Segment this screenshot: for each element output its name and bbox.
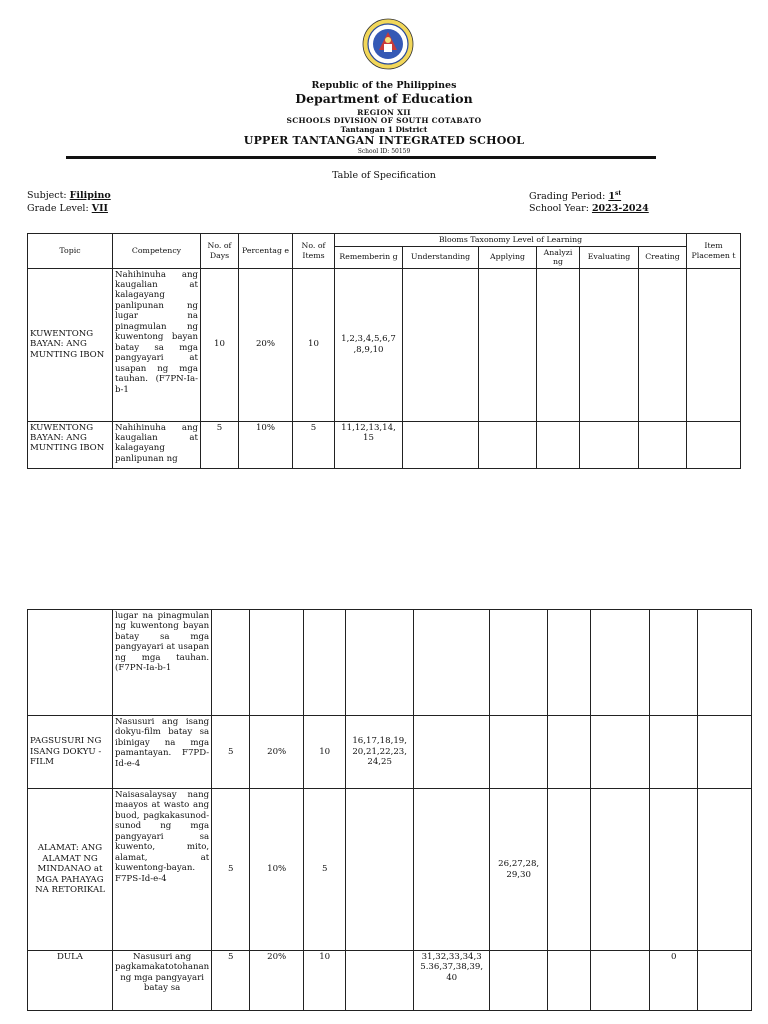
analyzing-cell xyxy=(548,789,591,951)
placement-cell xyxy=(698,951,752,1011)
placement-cell xyxy=(687,421,741,468)
republic-line: Republic of the Philippines xyxy=(311,80,457,91)
subject-label: Subject: xyxy=(27,190,70,201)
col-evaluating: Evaluating xyxy=(580,246,639,268)
analyzing-cell xyxy=(548,610,591,716)
percentage-cell: 10% xyxy=(239,421,293,468)
days-cell xyxy=(212,610,250,716)
col-items: No. of Items xyxy=(293,234,335,269)
grading-period-field xyxy=(529,190,621,202)
specification-table-page-1 xyxy=(27,233,741,469)
col-percentage: Percentag e xyxy=(239,234,293,269)
division-line: SCHOOLS DIVISION OF SOUTH COTABATO xyxy=(286,116,482,125)
remembering-cell: 1,2,3,4,5,6,7 ,8,9,10 xyxy=(335,268,403,421)
subject-value: Filipino xyxy=(69,190,111,201)
competency-cell: Nahihinuha ang kaugalian at kalagayang panlipunan ng xyxy=(113,421,201,468)
evaluating-cell xyxy=(591,716,650,789)
percentage-cell: 20% xyxy=(250,951,304,1011)
col-understanding: Understanding xyxy=(403,246,479,268)
days-cell: 5 xyxy=(212,716,250,789)
col-days: No. of Days xyxy=(201,234,239,269)
district-line: Tantangan 1 District xyxy=(340,125,428,134)
items-cell: 10 xyxy=(304,951,346,1011)
applying-cell xyxy=(490,610,548,716)
year-value: 2023-2024 xyxy=(591,203,649,214)
creating-cell xyxy=(639,421,687,468)
percentage-cell xyxy=(250,610,304,716)
table-row xyxy=(28,789,752,951)
col-topic: Topic xyxy=(28,234,113,269)
col-competency: Competency xyxy=(113,234,201,269)
items-cell xyxy=(304,610,346,716)
analyzing-cell xyxy=(537,421,580,468)
specification-table-page-2 xyxy=(27,609,752,1011)
items-cell: 10 xyxy=(304,716,346,789)
creating-cell xyxy=(650,789,698,951)
school-name: UPPER TANTANGAN INTEGRATED SCHOOL xyxy=(243,134,525,147)
applying-cell xyxy=(490,951,548,1011)
competency-cell: Nasusuri ang pagkamakatotohanan ng mga pangyayari batay sa xyxy=(113,951,212,1011)
year-label: School Year: xyxy=(529,203,592,214)
region-line: REGION XII xyxy=(357,108,411,117)
evaluating-cell xyxy=(580,268,639,421)
applying-cell: 26,27,28, 29,30 xyxy=(490,789,548,951)
department-line: Department of Education xyxy=(295,91,473,106)
school-year-field xyxy=(529,203,649,214)
items-cell: 5 xyxy=(293,421,335,468)
placement-cell xyxy=(698,610,752,716)
evaluating-cell xyxy=(591,951,650,1011)
creating-cell: 0 xyxy=(650,951,698,1011)
days-cell: 5 xyxy=(201,421,239,468)
placement-cell xyxy=(687,268,741,421)
remembering-cell xyxy=(346,789,414,951)
days-cell: 5 xyxy=(212,789,250,951)
grade-level-field xyxy=(27,203,108,214)
topic-cell: DULA xyxy=(28,951,113,1011)
topic-cell xyxy=(28,610,113,716)
col-analyzing: Analyzi ng xyxy=(537,246,580,268)
table-row xyxy=(28,268,741,421)
col-placement: Item Placemen t xyxy=(687,234,741,269)
table-row xyxy=(28,951,752,1011)
understanding-cell xyxy=(403,421,479,468)
items-cell: 10 xyxy=(293,268,335,421)
table-row xyxy=(28,421,741,468)
percentage-cell: 20% xyxy=(239,268,293,421)
school-id: School ID: 50159 xyxy=(357,148,411,155)
table-row xyxy=(28,716,752,789)
analyzing-cell xyxy=(548,951,591,1011)
days-cell: 5 xyxy=(212,951,250,1011)
col-creating: Creating xyxy=(639,246,687,268)
understanding-cell xyxy=(403,268,479,421)
analyzing-cell xyxy=(548,716,591,789)
period-label: Grading Period: xyxy=(529,191,609,203)
topic-cell: KUWENTONG BAYAN: ANG MUNTING IBON xyxy=(28,421,113,468)
remembering-cell xyxy=(346,610,414,716)
applying-cell xyxy=(479,268,537,421)
subject-field xyxy=(27,190,111,201)
col-remembering: Rememberin g xyxy=(335,246,403,268)
analyzing-cell xyxy=(537,268,580,421)
understanding-cell xyxy=(414,716,490,789)
deped-seal-logo xyxy=(362,18,414,70)
competency-cell: lugar na pinagmulan ng kuwentong bayan batay sa mga pangyayari at usapan ng mga tauhan. (F7PN-Ia-b-1 xyxy=(113,610,212,716)
creating-cell xyxy=(650,716,698,789)
placement-cell xyxy=(698,789,752,951)
items-cell: 5 xyxy=(304,789,346,951)
remembering-cell: 11,12,13,14, 15 xyxy=(335,421,403,468)
period-value: 1st xyxy=(608,190,622,203)
header-divider xyxy=(66,156,656,159)
remembering-cell: 16,17,18,19, 20,21,22,23, 24,25 xyxy=(346,716,414,789)
understanding-cell: 31,32,33,34,3 5.36,37,38,39, 40 xyxy=(414,951,490,1011)
col-blooms: Blooms Taxonomy Level of Learning xyxy=(335,234,687,247)
document-title: Table of Specification xyxy=(332,170,436,181)
competency-cell: Nahihinuha ang kaugalian at kalagayang panlipunan ng lugar na pinagmulan ng kuwentong bayan batay sa mga pangyayari at usapan ng mga tauhan. (F7PN-Ia-b-1 xyxy=(113,268,201,421)
topic-cell: KUWENTONG BAYAN: ANG MUNTING IBON xyxy=(28,268,113,421)
competency-cell: Naisasalaysay nang maayos at wasto ang buod, pagkakasunod-sunod ng mga pangyayari sa kuwento, mito, alamat, at kuwentong-bayan. F7PS-Id-e-4 xyxy=(113,789,212,951)
creating-cell xyxy=(639,268,687,421)
grade-label: Grade Level: xyxy=(27,203,92,214)
col-applying: Applying xyxy=(479,246,537,268)
percentage-cell: 20% xyxy=(250,716,304,789)
days-cell: 10 xyxy=(201,268,239,421)
competency-cell: Nasusuri ang isang dokyu-film batay sa ibinigay na mga pamantayan. F7PD- Id-e-4 xyxy=(113,716,212,789)
applying-cell xyxy=(490,716,548,789)
understanding-cell xyxy=(414,789,490,951)
creating-cell xyxy=(650,610,698,716)
understanding-cell xyxy=(414,610,490,716)
topic-cell: PAGSUSURI NG ISANG DOKYU - FILM xyxy=(28,716,113,789)
evaluating-cell xyxy=(591,610,650,716)
placement-cell xyxy=(698,716,752,789)
topic-cell: ALAMAT: ANG ALAMAT NG MINDANAO at MGA PAHAYAG NA RETORIKAL xyxy=(28,789,113,951)
evaluating-cell xyxy=(580,421,639,468)
evaluating-cell xyxy=(591,789,650,951)
percentage-cell: 10% xyxy=(250,789,304,951)
remembering-cell xyxy=(346,951,414,1011)
table-row xyxy=(28,610,752,716)
grade-value: VII xyxy=(91,203,108,214)
applying-cell xyxy=(479,421,537,468)
